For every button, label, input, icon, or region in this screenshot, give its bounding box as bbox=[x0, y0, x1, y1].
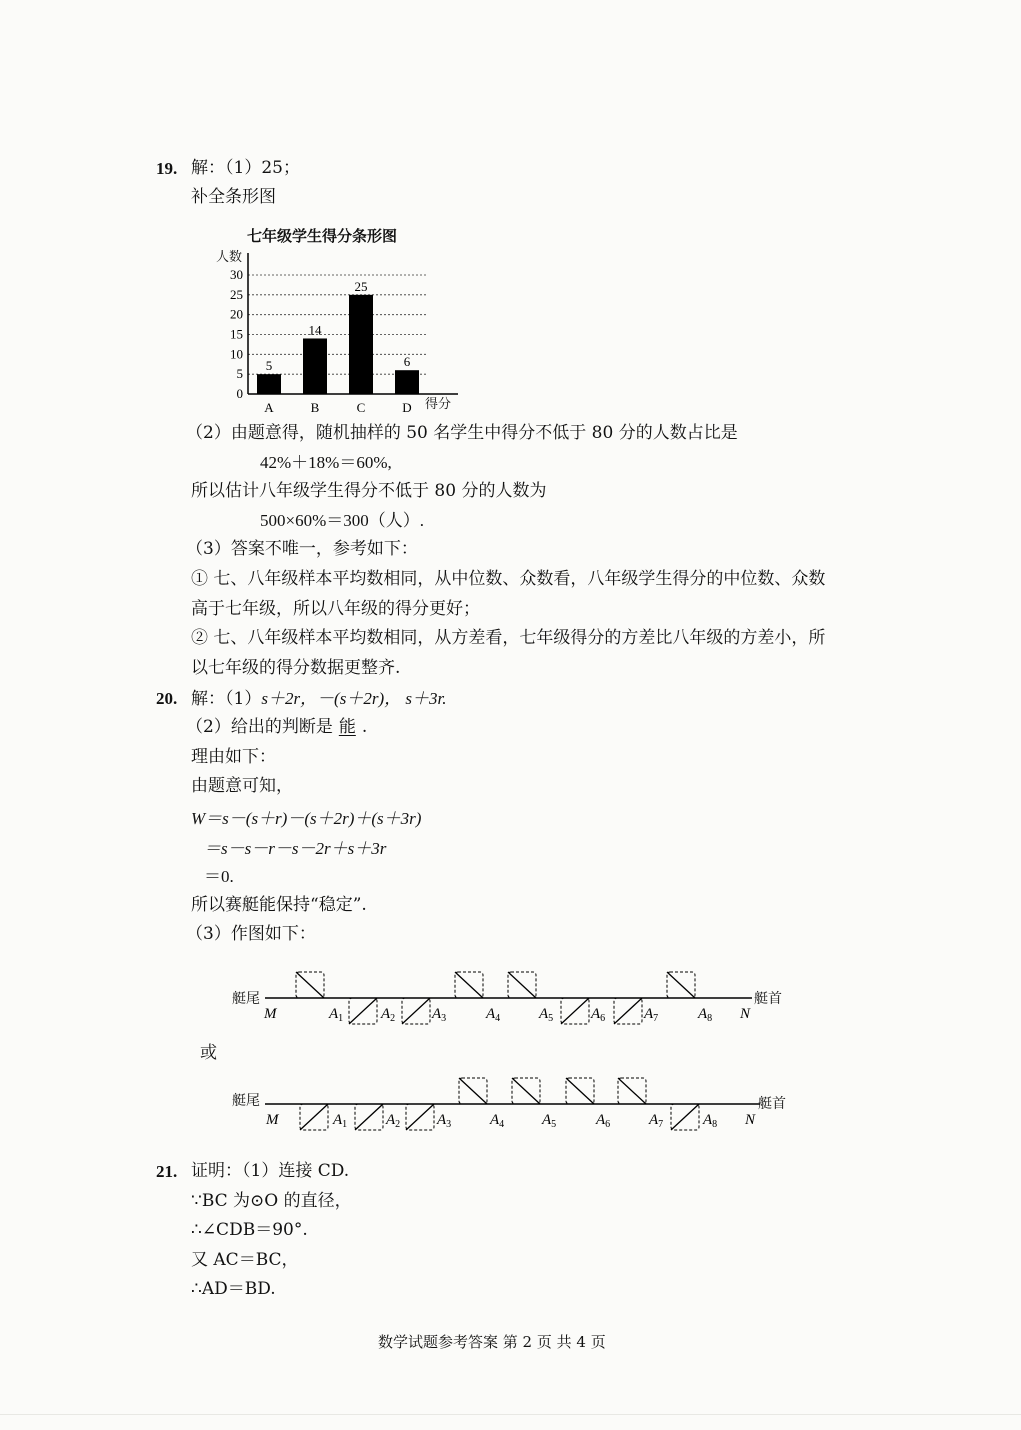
point-label: $A_1$ bbox=[329, 1006, 344, 1024]
point-label: $A_5$ bbox=[539, 1006, 554, 1024]
q20-line1 bbox=[191, 690, 446, 708]
q19-part2-line1: （2）由题意得，随机抽样的 50 名学生中得分不低于 80 分的人数占比是 bbox=[186, 423, 738, 443]
oar-line bbox=[512, 1078, 540, 1104]
diagram2-stern-label: 艇尾 bbox=[232, 1093, 260, 1109]
y-tick-label: 30 bbox=[230, 267, 243, 282]
q19-part2-line3: 所以估计八年级学生得分不低于 80 分的人数为 bbox=[191, 481, 547, 501]
q20-formula-line2: ＝s－s－r－s－2r＋s＋3r bbox=[204, 839, 387, 858]
bar-value-label: 14 bbox=[308, 322, 322, 338]
x-tick-label: B bbox=[310, 400, 320, 415]
bar-C bbox=[349, 295, 373, 394]
y-tick-label: 25 bbox=[230, 286, 243, 302]
point-subscript: 2 bbox=[390, 1013, 396, 1024]
point-subscript: 1 bbox=[342, 1119, 348, 1130]
chart-gridlines bbox=[248, 275, 428, 374]
diagram1-bow-label: 艇首 bbox=[754, 991, 782, 1007]
point-subscript: 5 bbox=[551, 1119, 557, 1130]
q20-part3-line: （3）作图如下： bbox=[186, 924, 316, 944]
oar-line bbox=[459, 1078, 487, 1104]
page-bottom-edge bbox=[0, 1414, 1021, 1415]
point-label: $A_3$ bbox=[437, 1112, 452, 1130]
bar-chart bbox=[200, 245, 480, 420]
q20-line1-expr: s＋2r，－(s＋2r)， s＋3r. bbox=[261, 689, 447, 708]
or-label: 或 bbox=[200, 1043, 217, 1063]
point-label: $A_3$ bbox=[432, 1006, 447, 1024]
point-M: M bbox=[266, 1112, 279, 1128]
oar-line bbox=[349, 998, 377, 1024]
oar-line bbox=[667, 972, 695, 998]
y-tick-label: 20 bbox=[230, 306, 243, 322]
q19-part3-line3: 高于七年级，所以八年级的得分更好； bbox=[191, 599, 480, 619]
x-tick-label: C bbox=[356, 400, 366, 415]
y-axis-label: 人数 bbox=[216, 250, 243, 265]
x-axis-label: 得分 bbox=[425, 397, 452, 412]
bar-A bbox=[257, 374, 281, 394]
point-label: $A_8$ bbox=[703, 1112, 718, 1130]
q21-line1: 证明：（1）连接 CD. bbox=[191, 1161, 350, 1181]
rowing-diagram-1 bbox=[0, 960, 1021, 1030]
q21-line3: ∴∠CDB＝90°. bbox=[191, 1220, 308, 1240]
point-label: $A_8$ bbox=[698, 1006, 713, 1024]
point-N: N bbox=[745, 1112, 756, 1128]
point-label: $A_4$ bbox=[486, 1006, 501, 1024]
q19-answer-line: 解：（1）25； bbox=[191, 158, 300, 178]
point-subscript: 7 bbox=[658, 1119, 664, 1130]
oar-line bbox=[508, 972, 536, 998]
point-label: $A_7$ bbox=[649, 1112, 664, 1130]
q19-part3-line1: （3）答案不唯一，参考如下： bbox=[186, 539, 418, 559]
q19-part3-line4: ② 七、八年级样本平均数相同，从方差看，七年级得分的方差比八年级的方差小，所 bbox=[191, 628, 826, 648]
point-label: $A_6$ bbox=[591, 1006, 606, 1024]
bar-B bbox=[303, 338, 327, 394]
q20-formula-line1: W＝s－(s＋r)－(s＋2r)＋(s＋3r) bbox=[191, 809, 422, 828]
bar-D bbox=[395, 370, 419, 394]
q21-line4: 又 AC＝BC， bbox=[191, 1250, 299, 1270]
diagram1-stern-label: 艇尾 bbox=[232, 991, 260, 1007]
point-subscript: 6 bbox=[600, 1013, 606, 1024]
y-tick-label: 10 bbox=[230, 346, 243, 362]
point-label: $A_6$ bbox=[596, 1112, 611, 1130]
point-subscript: 5 bbox=[548, 1013, 554, 1024]
point-subscript: 8 bbox=[712, 1119, 718, 1130]
point-M: M bbox=[264, 1006, 277, 1022]
oar-line bbox=[455, 972, 483, 998]
oar-line bbox=[618, 1078, 646, 1104]
q19-complete-chart-text: 补全条形图 bbox=[191, 187, 276, 207]
point-subscript: 3 bbox=[441, 1013, 447, 1024]
oar-line bbox=[300, 1104, 328, 1130]
bar-value-label: 6 bbox=[403, 354, 411, 370]
point-label: $A_1$ bbox=[333, 1112, 348, 1130]
oar-line bbox=[566, 1078, 594, 1104]
q21-line5: ∴AD＝BD. bbox=[191, 1279, 276, 1299]
point-label: $A_7$ bbox=[644, 1006, 659, 1024]
point-subscript: 8 bbox=[707, 1013, 713, 1024]
q19-part3-line5: 以七年级的得分数据更整齐. bbox=[191, 658, 401, 678]
point-subscript: 6 bbox=[605, 1119, 611, 1130]
oar-line bbox=[296, 972, 324, 998]
q19-number: 19. bbox=[156, 159, 178, 178]
oar-line bbox=[406, 1104, 434, 1130]
q20-line2 bbox=[186, 719, 367, 736]
page-footer: 数学试题参考答案 第 2 页 共 4 页 bbox=[378, 1333, 606, 1351]
y-tick-label: 15 bbox=[230, 326, 243, 342]
q20-line4: 由题意可知， bbox=[191, 776, 293, 796]
oar-line bbox=[614, 998, 642, 1024]
q20-conclusion: 所以赛艇能保持“稳定”. bbox=[191, 895, 367, 915]
point-label: $A_5$ bbox=[542, 1112, 557, 1130]
point-subscript: 1 bbox=[338, 1013, 344, 1024]
x-tick-label: D bbox=[402, 400, 412, 415]
oar-line bbox=[355, 1104, 383, 1130]
rowing-diagram-2 bbox=[0, 1064, 1021, 1134]
oar-line bbox=[561, 998, 589, 1024]
point-subscript: 7 bbox=[653, 1013, 659, 1024]
q21-line2: ∵BC 为⊙O 的直径， bbox=[191, 1191, 352, 1211]
q20-line2-prefix: （2）给出的判断是 bbox=[186, 717, 333, 737]
oar-line bbox=[402, 998, 430, 1024]
y-tick-label: 5 bbox=[236, 366, 243, 382]
y-tick-label: 0 bbox=[236, 386, 243, 401]
bar-value-label: 25 bbox=[354, 278, 368, 294]
q19-part2-line4: 500×60%＝300（人）. bbox=[260, 511, 424, 530]
q21-number: 21. bbox=[156, 1162, 178, 1181]
point-label: $A_2$ bbox=[386, 1112, 401, 1130]
x-tick-label: A bbox=[264, 400, 274, 415]
point-subscript: 2 bbox=[395, 1119, 401, 1130]
q20-line1-prefix: 解：（1） bbox=[191, 689, 262, 709]
point-N: N bbox=[740, 1006, 751, 1022]
point-label: $A_4$ bbox=[490, 1112, 505, 1130]
q20-number: 20. bbox=[156, 689, 178, 708]
q20-line3: 理由如下： bbox=[191, 747, 276, 767]
bar-value-label: 5 bbox=[265, 358, 273, 374]
q20-formula-line3: ＝0. bbox=[204, 867, 234, 886]
q19-part3-line2: ① 七、八年级样本平均数相同，从中位数、众数看，八年级学生得分的中位数、众数 bbox=[191, 569, 826, 589]
q19-part2-line2: 42%＋18%＝60%, bbox=[260, 453, 392, 472]
diagram2-bow-label: 艇首 bbox=[758, 1096, 786, 1112]
oar-line bbox=[671, 1104, 699, 1130]
point-subscript: 3 bbox=[446, 1119, 452, 1130]
point-subscript: 4 bbox=[499, 1119, 505, 1130]
point-label: $A_2$ bbox=[381, 1006, 396, 1024]
q20-line2-suffix: . bbox=[361, 717, 368, 737]
chart-title: 七年级学生得分条形图 bbox=[247, 227, 398, 245]
point-subscript: 4 bbox=[495, 1013, 501, 1024]
q20-judgement-answer: 能 bbox=[338, 717, 356, 737]
